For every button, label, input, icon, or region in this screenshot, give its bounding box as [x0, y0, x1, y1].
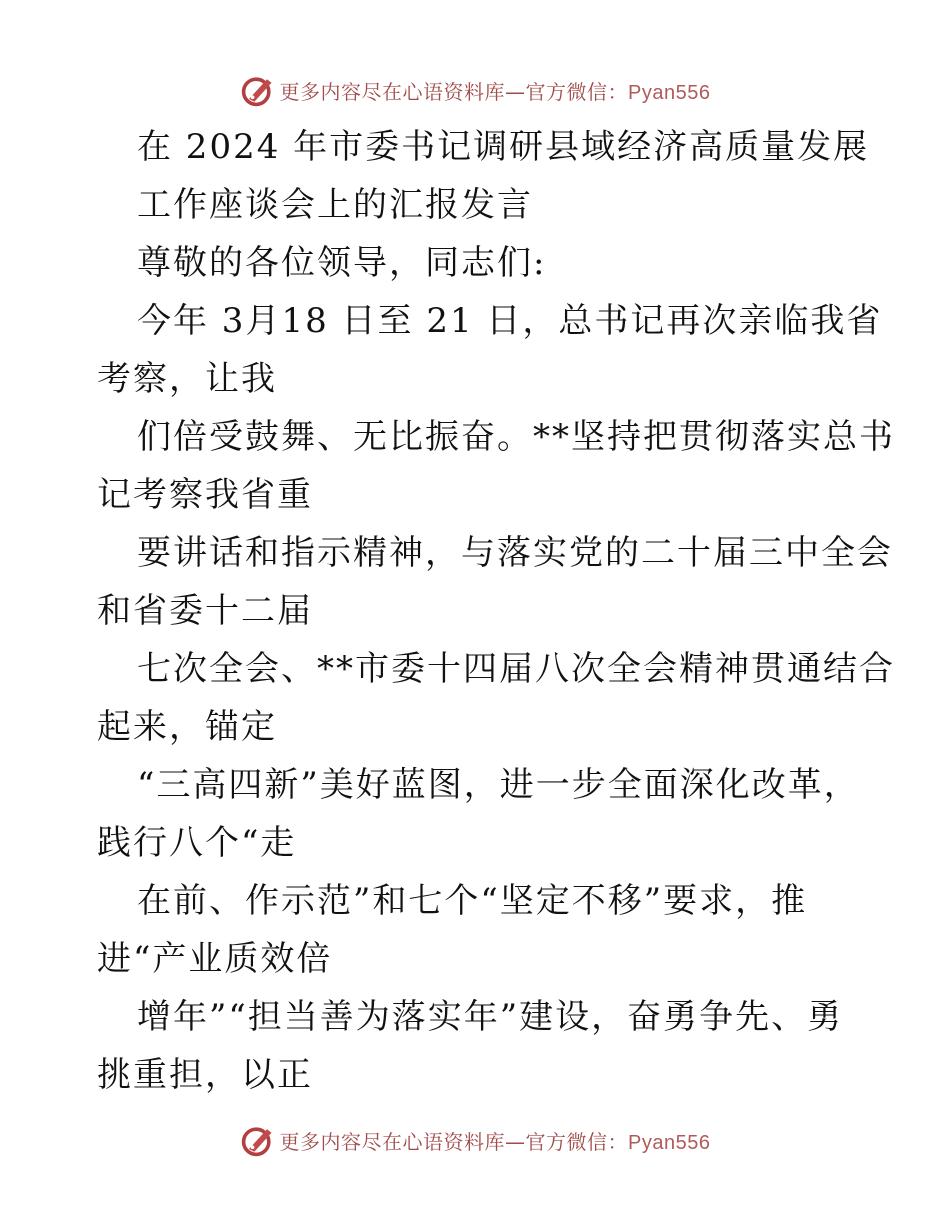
- text-line: “三高四新”美好蓝图，进一步全面深化改革，: [137, 765, 860, 805]
- text-line: 要讲话和指示精神，与落实党的二十届三中全会: [137, 533, 893, 573]
- text-line: 挑重担，以正: [97, 1055, 313, 1095]
- header-watermark: [0, 70, 950, 110]
- footer-banner-text: [280, 1126, 711, 1155]
- footer-watermark: [0, 1120, 950, 1160]
- text-line: 践行八个“走: [97, 823, 297, 863]
- text-line: 七次全会、**市委十四届八次全会精神贯通结合: [137, 649, 895, 689]
- header-contact: Pyan556: [628, 81, 711, 104]
- text-line: 和省委十二届: [97, 591, 313, 631]
- text-line: 考察，让我: [97, 359, 277, 399]
- text-line: 今年 3月18 日至 21 日，总书记再次亲临我省: [137, 301, 883, 341]
- text-line: 起来，锚定: [97, 707, 277, 747]
- pen-logo-icon: [240, 1122, 276, 1158]
- pen-logo-icon: [240, 72, 276, 108]
- footer-banner-label: 更多内容尽在心语资料库—官方微信：: [279, 1129, 629, 1154]
- header-banner-text: [280, 76, 711, 105]
- footer-contact: Pyan556: [628, 1131, 711, 1154]
- text-line: 增年”“担当善为落实年”建设，奋勇争先、勇: [137, 997, 844, 1037]
- text-line: 进“产业质效倍: [97, 939, 333, 979]
- header-banner-label: 更多内容尽在心语资料库—官方微信：: [279, 79, 629, 104]
- text-line: 记考察我省重: [97, 475, 313, 515]
- text-line: 尊敬的各位领导，同志们:: [137, 243, 547, 283]
- text-line: 在前、作示范”和七个“坚定不移”要求，推: [137, 881, 808, 921]
- document-body: [97, 118, 895, 1104]
- text-line: 在 2024 年市委书记调研县域经济高质量发展: [137, 127, 870, 167]
- text-line: 工作座谈会上的汇报发言: [137, 185, 533, 225]
- text-line: 们倍受鼓舞、无比振奋。**坚持把贯彻落实总书: [137, 417, 895, 457]
